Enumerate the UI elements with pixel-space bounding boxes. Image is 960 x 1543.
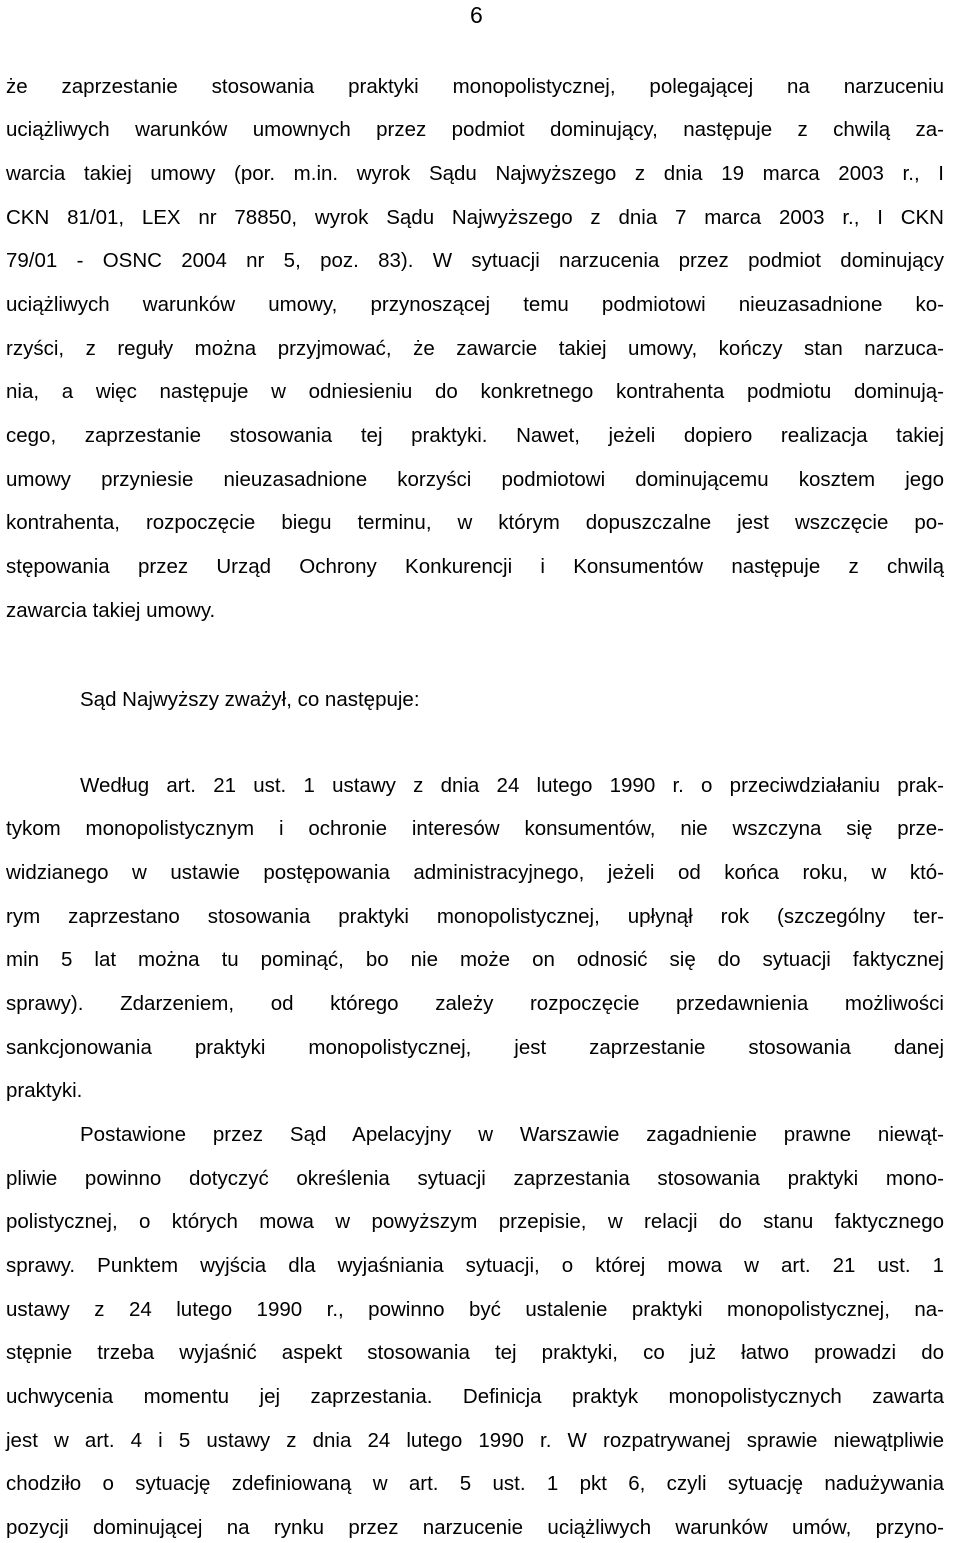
text-line: stępowania przez Urząd Ochrony Konkurencji i Konsumentów następuje z chwilą: [6, 555, 944, 578]
text-line: pozycji dominującej na rynku przez narzucenie uciążliwych warunków umów, przyno-: [6, 1516, 944, 1539]
text-line: ustawy z 24 lutego 1990 r., powinno być ustalenie praktyki monopolistycznej, na-: [6, 1298, 944, 1321]
text-line: uciążliwych warunków umownych przez podmiot dominujący, następuje z chwilą za-: [6, 118, 944, 141]
text-line: chodziło o sytuację zdefiniowaną w art. 5 ust. 1 pkt 6, czyli sytuację nadużywania: [6, 1472, 944, 1495]
text-line: Postawione przez Sąd Apelacyjny w Warszawie zagadnienie prawne niewąt-: [80, 1123, 944, 1146]
text-line: warcia takiej umowy (por. m.in. wyrok Sądu Najwyższego z dnia 19 marca 2003 r., I: [6, 162, 944, 185]
text-line: praktyki.: [6, 1079, 83, 1102]
text-line: uchwycenia momentu jej zaprzestania. Definicja praktyk monopolistycznych zawarta: [6, 1385, 944, 1408]
text-line: że zaprzestanie stosowania praktyki monopolistycznej, polegającej na narzuceniu: [6, 75, 944, 98]
text-line: uciążliwych warunków umowy, przynoszącej temu podmiotowi nieuzasadnione ko-: [6, 293, 944, 316]
text-line: sprawy). Zdarzeniem, od którego zależy rozpoczęcie przedawnienia możliwości: [6, 992, 944, 1015]
page-number: 6: [470, 2, 483, 28]
text-line: CKN 81/01, LEX nr 78850, wyrok Sądu Najwyższego z dnia 7 marca 2003 r., I CKN: [6, 206, 944, 229]
text-line: rym zaprzestano stosowania praktyki monopolistycznej, upłynął rok (szczególny ter-: [6, 905, 944, 928]
text-line: cego, zaprzestanie stosowania tej praktyki. Nawet, jeżeli dopiero realizacja takiej: [6, 424, 944, 447]
text-line: zawarcia takiej umowy.: [6, 599, 216, 622]
text-line: tykom monopolistycznym i ochronie interesów konsumentów, nie wszczyna się prze-: [6, 817, 944, 840]
text-line: sprawy. Punktem wyjścia dla wyjaśniania sytuacji, o której mowa w art. 21 ust. 1: [6, 1254, 944, 1277]
text-line: rzyści, z reguły można przyjmować, że zawarcie takiej umowy, kończy stan narzuca-: [6, 337, 944, 360]
text-line: nia, a więc następuje w odniesieniu do konkretnego kontrahenta podmiotu dominują-: [6, 380, 944, 403]
text-line: Według art. 21 ust. 1 ustawy z dnia 24 lutego 1990 r. o przeciwdziałaniu prak-: [80, 774, 944, 797]
text-line: widzianego w ustawie postępowania administracyjnego, jeżeli od końca roku, w któ-: [6, 861, 944, 884]
text-line: stępnie trzeba wyjaśnić aspekt stosowania tej praktyki, co już łatwo prowadzi do: [6, 1341, 944, 1364]
text-line: polistycznej, o których mowa w powyższym przepisie, w relacji do stanu faktycznego: [6, 1210, 944, 1233]
text-line: min 5 lat można tu pominąć, bo nie może on odnosić się do sytuacji faktycznej: [6, 948, 944, 971]
section-heading: Sąd Najwyższy zważył, co następuje:: [80, 688, 420, 711]
text-line: umowy przyniesie nieuzasadnione korzyści podmiotowi dominującemu kosztem jego: [6, 468, 944, 491]
text-line: jest w art. 4 i 5 ustawy z dnia 24 lutego 1990 r. W rozpatrywanej sprawie niewątpliwie: [6, 1429, 944, 1452]
text-line: pliwie powinno dotyczyć określenia sytuacji zaprzestania stosowania praktyki mono-: [6, 1167, 944, 1190]
text-line: 79/01 - OSNC 2004 nr 5, poz. 83). W sytuacji narzucenia przez podmiot dominujący: [6, 249, 944, 272]
text-line: kontrahenta, rozpoczęcie biegu terminu, w którym dopuszczalne jest wszczęcie po-: [6, 511, 944, 534]
text-line: sankcjonowania praktyki monopolistycznej, jest zaprzestanie stosowania danej: [6, 1036, 944, 1059]
